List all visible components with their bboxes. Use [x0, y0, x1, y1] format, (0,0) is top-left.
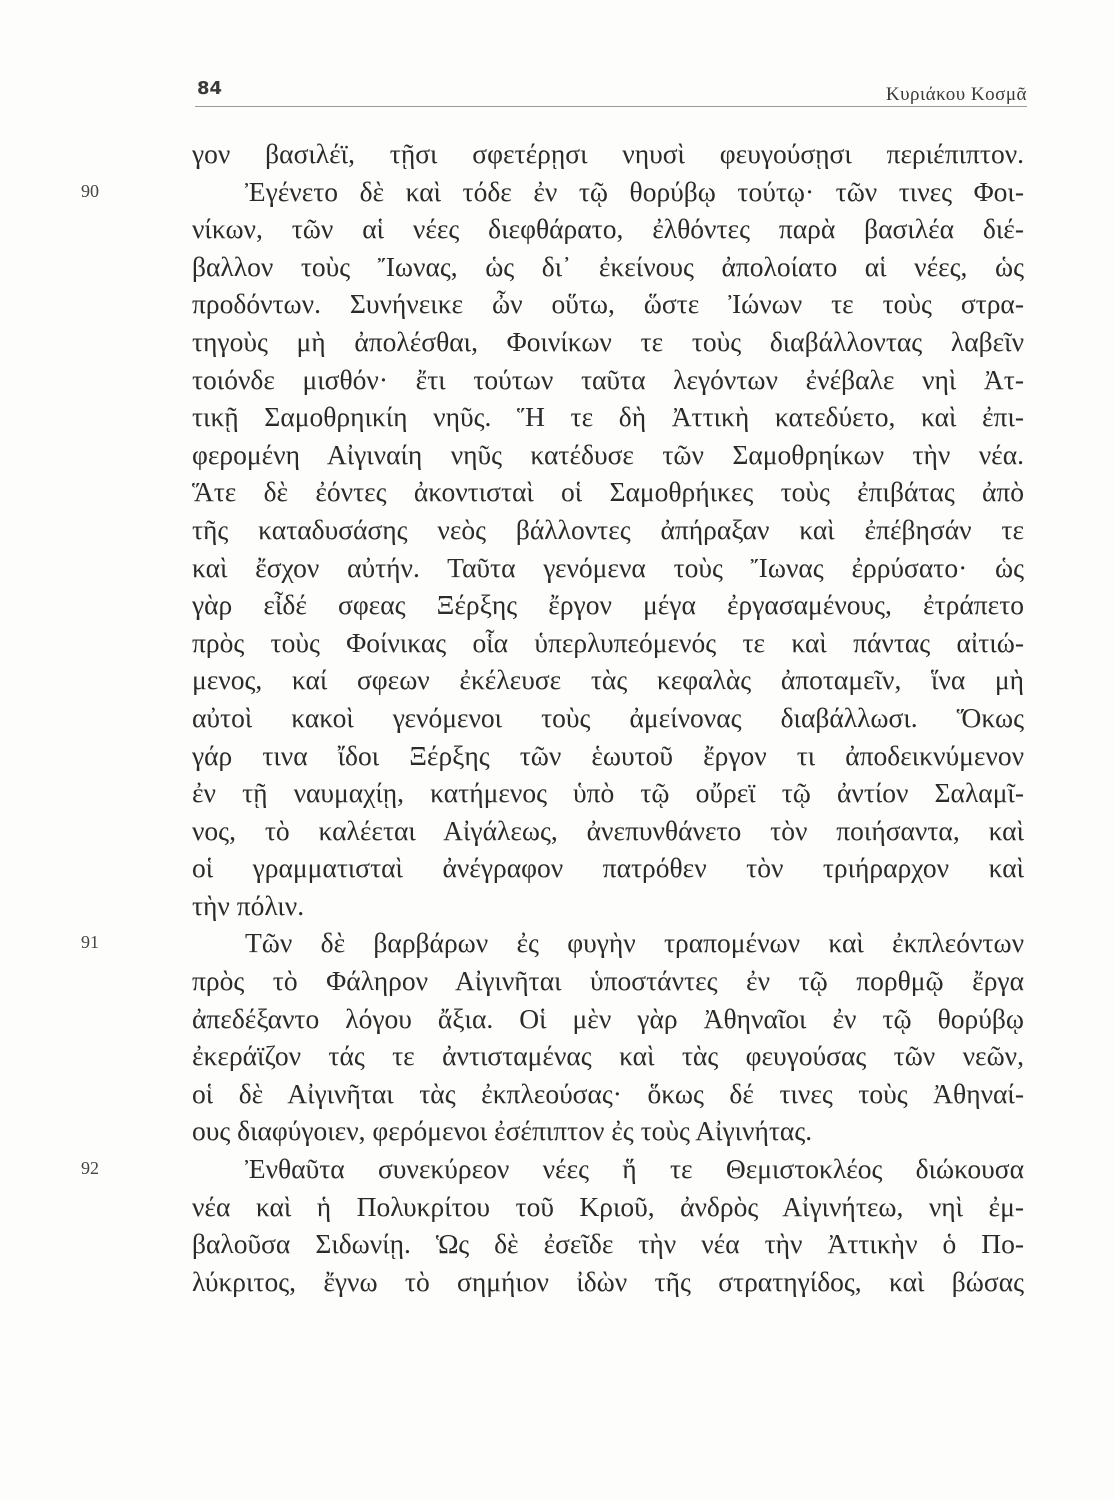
section-number-91: 91 [81, 932, 99, 953]
text-line: οἱ γραμματισταὶ ἀνέγραφον πατρόθεν τὸν τριήραρχον καὶ [192, 852, 1024, 884]
section-number-92: 92 [81, 1158, 99, 1179]
text-line: γὰρ εἶδέ σφεας Ξέρξης ἔργον μέγα ἐργασαμένους, ἐτράπετο [192, 589, 1024, 621]
page-number: 84 [197, 78, 223, 99]
text-line: καὶ ἔσχον αὐτήν. Ταῦτα γενόμενα τοὺς Ἴωνας ἐρρύσατο· ὡς [192, 551, 1024, 583]
text-line: οἱ δὲ Αἰγινῆται τὰς ἐκπλεούσας· ὅκως δέ τινες τοὺς Ἀθηναί- [192, 1077, 1024, 1109]
text-line: τικῇ Σαμοθρηικίη νηῦς. Ἥ τε δὴ Ἀττικὴ κατεδύετο, καὶ ἐπι- [192, 401, 1024, 433]
text-line: προδόντων. Συνήνεικε ὦν οὕτω, ὥστε Ἰώνων τε τοὺς στρα- [192, 288, 1024, 320]
text-line: γάρ τινα ἴδοι Ξέρξης τῶν ἑωυτοῦ ἔργον τι ἀποδεικνύμενον [192, 739, 1024, 771]
text-line: βαλλον τοὺς Ἴωνας, ὡς δι᾽ ἐκείνους ἀπολοίατο αἱ νέες, ὡς [192, 250, 1024, 282]
text-line: νέα καὶ ἡ Πολυκρίτου τοῦ Κριοῦ, ἀνδρὸς Αἰγινήτεω, νηὶ ἐμ- [192, 1190, 1024, 1222]
text-line: νίκων, τῶν αἱ νέες διεφθάρατο, ἐλθόντες παρὰ βασιλέα διέ- [192, 213, 1024, 245]
text-line: πρὸς τὸ Φάληρον Αἰγινῆται ὑποστάντες ἐν τῷ πορθμῷ ἔργα [192, 965, 1024, 997]
text-line: αὐτοὶ κακοὶ γενόμενοι τοὺς ἀμείνονας διαβάλλωσι. Ὅκως [192, 701, 1024, 733]
text-line: πρὸς τοὺς Φοίνικας οἷα ὑπερλυπεόμενός τε καὶ πάντας αἰτιώ- [192, 626, 1024, 658]
text-line: τῆς καταδυσάσης νεὸς βάλλοντες ἀπήραξαν καὶ ἐπέβησάν τε [192, 513, 1024, 545]
text-line [81, 173, 1024, 211]
section-number-90: 90 [81, 180, 99, 201]
text-line: μενος, καί σφεων ἐκέλευσε τὰς κεφαλὰς ἀποταμεῖν, ἵνα μὴ [192, 664, 1024, 696]
text-line: ἀπεδέξαντο λόγου ἄξια. Οἱ μὲν γὰρ Ἀθηναῖοι ἐν τῷ θορύβῳ [192, 1002, 1024, 1034]
text-line: βαλοῦσα Σιδωνίῃ. Ὡς δὲ ἐσεῖδε τὴν νέα τὴν Ἀττικὴν ὁ Πο- [192, 1228, 1024, 1260]
text-line: ους διαφύγοιεν, φερόμενοι ἐσέπιπτον ἐς τοὺς Αἰγινήτας. [192, 1115, 813, 1147]
text-line [81, 1150, 1024, 1188]
text-line-content: Ἐγένετο δὲ καὶ τόδε ἐν τῷ θορύβῳ τούτῳ· τῶν τινες Φοι- [245, 175, 1024, 207]
body-text [81, 135, 1024, 1300]
text-line: γον βασιλέϊ, τῇσι σφετέρῃσι νηυσὶ φευγούσῃσι περιέπιπτον. [192, 138, 1024, 169]
text-line: τὴν πόλιν. [192, 889, 305, 921]
page-header [195, 74, 1027, 107]
text-line [81, 924, 1024, 962]
text-line: τηγοὺς μὴ ἀπολέσθαι, Φοινίκων τε τοὺς διαβάλλοντας λαβεῖν [192, 325, 1024, 357]
text-line: ἐν τῇ ναυμαχίῃ, κατήμενος ὑπὸ τῷ οὔρεϊ τῷ ἀντίον Σαλαμῖ- [192, 777, 1024, 809]
running-head: Κυριάκου Κοσμᾶ [885, 84, 1027, 105]
text-line: λύκριτος, ἔγνω τὸ σημήιον ἰδὼν τῆς στρατηγίδος, καὶ βώσας [192, 1265, 1024, 1297]
text-line-content: Ἐνθαῦτα συνεκύρεον νέες ἥ τε Θεμιστοκλέος διώκουσα [245, 1153, 1024, 1185]
text-line: τοιόνδε μισθόν· ἔτι τούτων ταῦτα λεγόντων ἐνέβαλε νηὶ Ἀτ- [192, 363, 1024, 395]
text-line-content: Τῶν δὲ βαρβάρων ἐς φυγὴν τραπομένων καὶ ἐκπλεόντων [245, 927, 1024, 959]
text-line: νος, τὸ καλέεται Αἰγάλεως, ἀνεπυνθάνετο τὸν ποιήσαντα, καὶ [192, 814, 1024, 846]
text-line: φερομένη Αἰγιναίη νηῦς κατέδυσε τῶν Σαμοθρηίκων τὴν νέα. [192, 438, 1024, 470]
text-line: Ἅτε δὲ ἐόντες ἀκοντισταὶ οἱ Σαμοθρήικες τοὺς ἐπιβάτας ἀπὸ [192, 476, 1024, 508]
text-line: ἐκεράϊζον τάς τε ἀντισταμένας καὶ τὰς φευγούσας τῶν νεῶν, [192, 1040, 1024, 1072]
